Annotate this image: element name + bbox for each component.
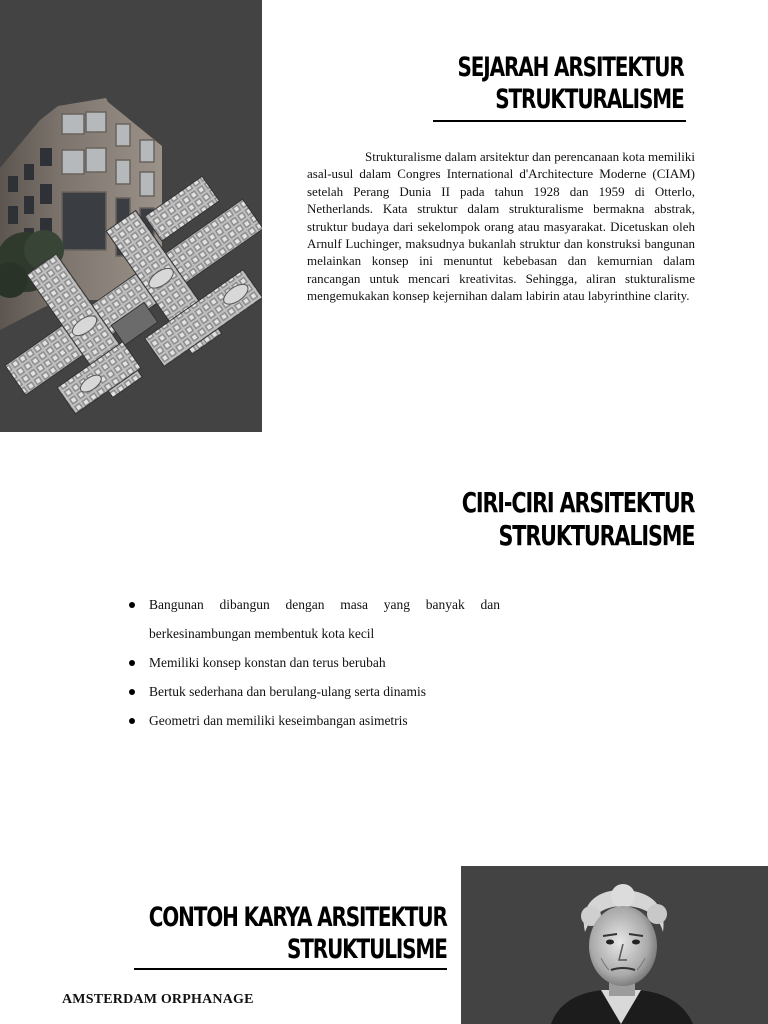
list-item: Bangunan dibangun dengan masa yang banyak dan berkesinambungan membentuk kota kecil [126,590,500,648]
examples-heading [149,902,447,966]
example-caption: AMSTERDAM ORPHANAGE [62,992,254,1007]
features-heading-line2: STRUKTURALISME [498,519,694,553]
features-heading-line1: CIRI-CIRI ARSITEKTUR [461,486,694,519]
list-item: Memiliki konsep konstan dan terus berubah [126,648,500,677]
building-photo [0,0,262,432]
portrait-image-panel [461,866,768,1024]
features-list [126,590,500,735]
building-image-panel [0,0,262,432]
heading-underline [134,968,447,970]
history-heading-line2: STRUKTURALISME [495,83,684,115]
heading-underline [433,120,686,122]
examples-heading-line1: CONTOH KARYA ARSITEKTUR [148,902,447,933]
portrait-photo [461,866,768,1024]
list-item: Geometri dan memiliki keseimbangan asimetris [126,706,500,735]
history-heading-line1: SEJARAH ARSITEKTUR [457,52,684,83]
history-heading [458,52,684,116]
features-heading [461,486,694,552]
list-item: Bertuk sederhana dan berulang-ulang serta dinamis [126,677,500,706]
examples-heading-line2: STRUKTULISME [287,933,447,965]
history-paragraph: Strukturalisme dalam arsitektur dan perencanaan kota memiliki asal-usul dalam Congres International d'Architecture Moderne (CIAM) setelah Perang Dunia II pada tahun 1928 dan 1959 di Otterlo, Netherlands. Kata struktur dalam strukturalisme bermakna abstrak, struktur budaya dari sekelompok orang atau masyarakat. Dicetuskan oleh Arnulf Luchinger, maksudnya bukanlah struktur dan konstruksi bangunan melainkan konsep ini menuntut kebebasan dan kemurnian dalam rancangan untuk mencari kreativitas. Sehingga, aliran stukturalisme mengemukakan konsep kejernihan dalam labirin atau labyrinthine clarity. [307,149,695,304]
